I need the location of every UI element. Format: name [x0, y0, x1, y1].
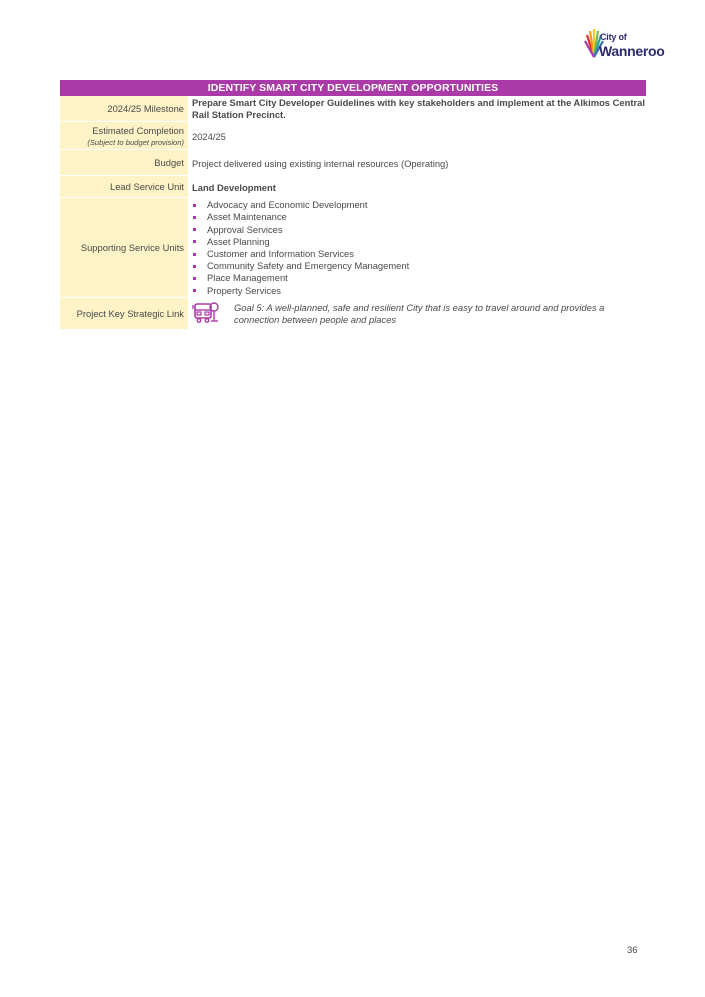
list-item: Advocacy and Economic Development — [192, 199, 646, 211]
completion-value: 2024/25 — [192, 130, 226, 142]
completion-label-text: Estimated Completion — [92, 124, 184, 136]
lead-label — [60, 176, 188, 198]
list-item: Property Services — [192, 285, 646, 297]
budget-value: Project delivered using existing internal resources (Operating) — [192, 157, 449, 169]
list-item: Customer and Information Services — [192, 248, 646, 260]
supporting-label-text: Supporting Service Units — [80, 242, 184, 253]
lead-value: Land Development — [192, 181, 276, 193]
logo-name-text: Wanneroo — [599, 43, 665, 59]
milestone-label-text: 2024/25 Milestone — [107, 103, 184, 114]
table-title: IDENTIFY SMART CITY DEVELOPMENT OPPORTUNITIES — [60, 80, 646, 96]
budget-row — [60, 150, 646, 176]
transport-bus-icon — [192, 301, 226, 327]
strategic-value — [188, 298, 646, 330]
completion-label — [60, 122, 188, 150]
logo-city-text: City of — [600, 32, 627, 42]
page-number: 36 — [627, 945, 638, 956]
city-of-wanneroo-logo — [584, 27, 674, 63]
list-item: Asset Maintenance — [192, 211, 646, 223]
goal-link — [192, 302, 646, 327]
goal-text: Goal 5: A well-planned, safe and resilient City that is easy to travel around and provides a connection between people and places — [234, 301, 605, 325]
lead-row — [60, 176, 646, 198]
lead-label-text: Lead Service Unit — [110, 181, 184, 192]
strategic-label — [60, 298, 188, 330]
project-table — [60, 80, 646, 330]
list-item: Approval Services — [192, 224, 646, 236]
completion-sublabel: (Subject to budget provision) — [87, 137, 184, 147]
supporting-row — [60, 198, 646, 298]
budget-label — [60, 150, 188, 176]
completion-row — [60, 122, 646, 150]
supporting-units-list — [192, 199, 646, 297]
supporting-label — [60, 198, 188, 298]
milestone-label — [60, 96, 188, 122]
list-item: Community Safety and Emergency Management — [192, 260, 646, 272]
milestone-row — [60, 96, 646, 122]
supporting-value — [188, 198, 646, 298]
strategic-row — [60, 298, 646, 330]
list-item: Place Management — [192, 272, 646, 284]
budget-label-text: Budget — [154, 157, 184, 168]
strategic-label-text: Project Key Strategic Link — [76, 308, 184, 319]
list-item: Asset Planning — [192, 236, 646, 248]
milestone-value: Prepare Smart City Developer Guidelines with key stakeholders and implement at the Alkimos Central Rail Station Precinct. — [192, 97, 645, 120]
